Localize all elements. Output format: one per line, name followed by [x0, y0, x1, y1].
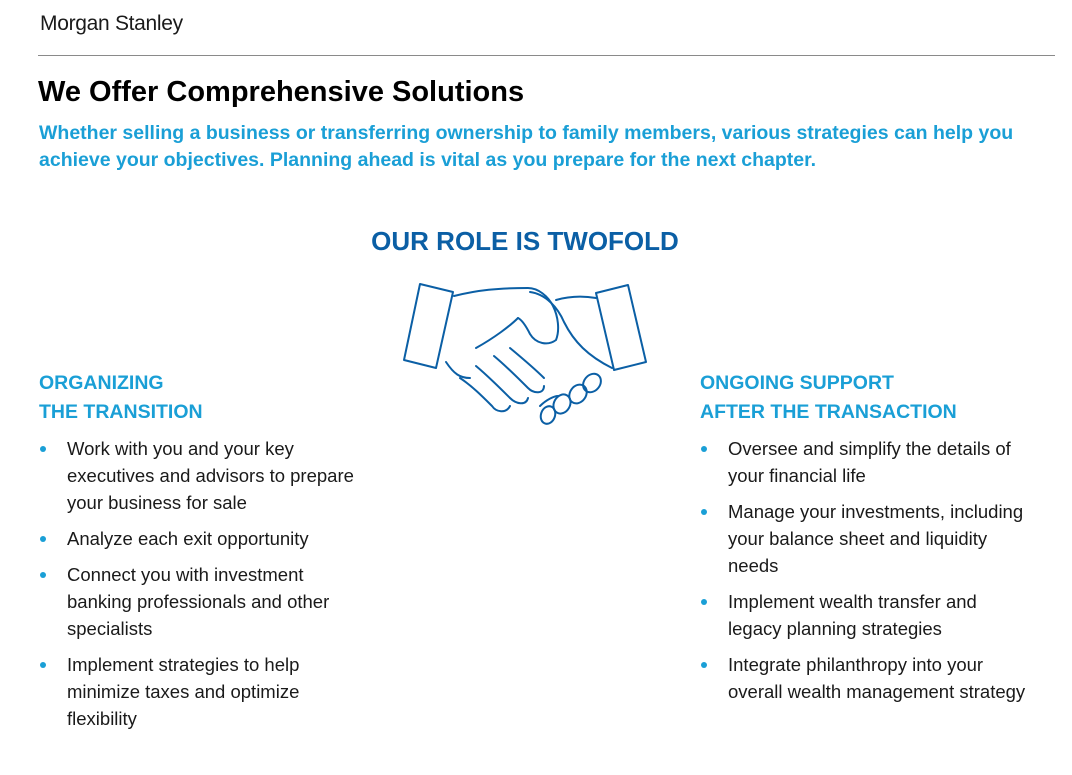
list-item: Manage your investments, including your balance sheet and liquidity needs — [700, 498, 1033, 579]
list-item: Analyze each exit opportunity — [39, 525, 357, 552]
left-heading-line1: ORGANIZING — [39, 372, 164, 394]
right-column-heading — [700, 369, 1045, 427]
brand-logo: Morgan Stanley — [40, 12, 183, 35]
header-divider — [38, 55, 1055, 56]
left-column — [39, 369, 359, 741]
list-item: Implement strategies to help minimize taxes and optimize flexibility — [39, 651, 357, 732]
right-bullet-list — [700, 435, 1045, 705]
role-heading: OUR ROLE IS TWOFOLD — [371, 226, 679, 256]
right-heading-line2: AFTER THE TRANSACTION — [700, 401, 957, 423]
right-heading-line1: ONGOING SUPPORT — [700, 372, 894, 394]
left-heading-line2: THE TRANSITION — [39, 401, 203, 423]
list-item: Connect you with investment banking professionals and other specialists — [39, 561, 357, 642]
handshake-icon — [398, 278, 654, 430]
left-bullet-list — [39, 435, 359, 732]
list-item: Integrate philanthropy into your overall wealth management strategy — [700, 651, 1033, 705]
list-item: Work with you and your key executives and advisors to prepare your business for sale — [39, 435, 357, 516]
list-item: Oversee and simplify the details of your financial life — [700, 435, 1033, 489]
right-column — [700, 369, 1045, 714]
list-item: Implement wealth transfer and legacy planning strategies — [700, 588, 1033, 642]
page-title: We Offer Comprehensive Solutions — [38, 76, 525, 108]
page-subtitle: Whether selling a business or transferring ownership to family members, various strategies can help you achieve your objectives. Planning ahead is vital as you prepare for the next chapter. — [39, 122, 1014, 171]
left-column-heading — [39, 369, 359, 427]
